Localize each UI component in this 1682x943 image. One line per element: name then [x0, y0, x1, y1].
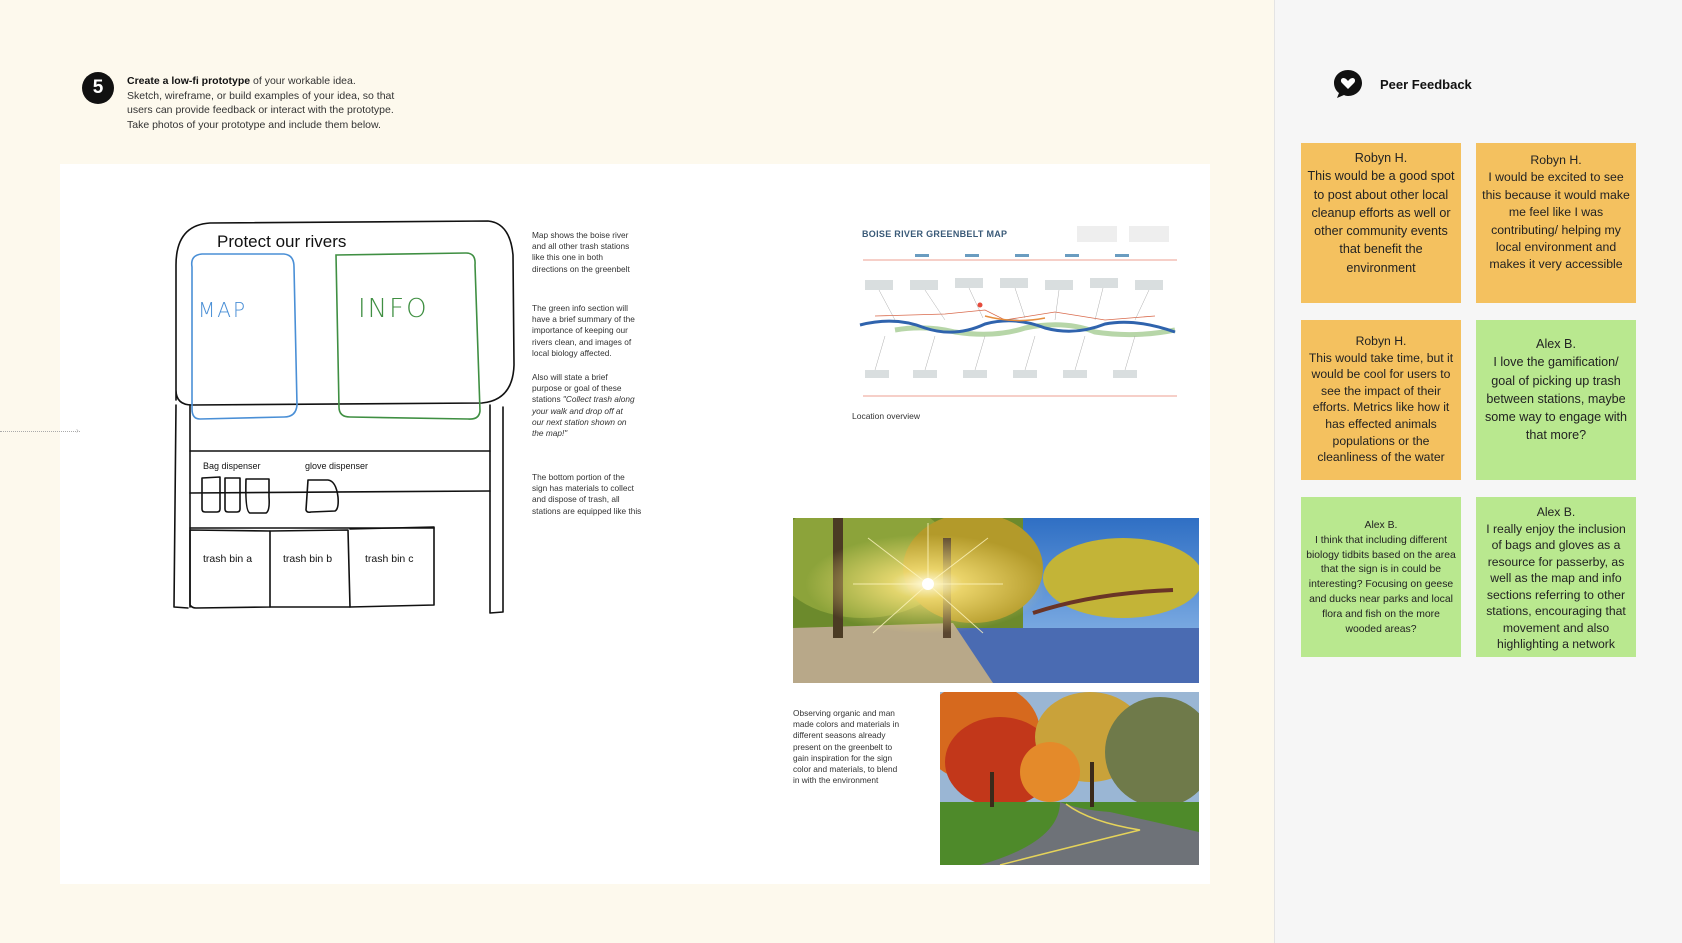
step-instructions: Create a low-fi prototype of your workable idea. Sketch, wireframe, or build examples of your idea, so that users can provide feedback or interact with the prototype. Take photos of your prototype and include them below.	[127, 75, 395, 131]
map-caption: Location overview	[852, 411, 921, 421]
autumn-path-photo[interactable]	[940, 692, 1199, 865]
connector-line[interactable]	[0, 431, 80, 432]
greenbelt-map-image[interactable]	[855, 220, 1185, 406]
feedback-sticky-note[interactable]: Robyn H. This would take time, but it would be cool for users to see the impact of their efforts. Metrics like how it has effected animals populations or the cleanliness of the water	[1301, 320, 1461, 480]
feedback-sticky-note[interactable]: Alex B. I really enjoy the inclusion of bags and gloves as a resource for passerby, as well as the map and info sections referring to other stations, encouraging that movement and also highlighting a network	[1476, 497, 1636, 657]
feedback-sticky-note[interactable]: Robyn H. I would be excited to see this because it would make me feel like I was contributing/ helping my local environment and makes it very accessible	[1476, 143, 1636, 303]
map-section-label: MAP	[198, 298, 247, 322]
step-heading: Create a low-fi prototype	[127, 75, 251, 87]
peer-feedback-title: Peer Feedback	[1380, 77, 1472, 92]
map-note[interactable]: Map shows the boise river and all other trash stations like this one in both directions on the greenbelt	[532, 230, 630, 274]
photo-note[interactable]: Observing organic and man made colors and materials in different seasons already present on the greenbelt to gain inspiration for the sign color and materials, to blend in with the environment	[793, 708, 900, 786]
feedback-sticky-note[interactable]: Robyn H. This would be a good spot to post about other local cleanup efforts as well or other community events that benefit the environment	[1301, 143, 1461, 303]
heart-chat-icon	[1332, 68, 1364, 100]
connector-arrow-icon: ›	[76, 426, 79, 435]
bottom-note[interactable]: The bottom portion of the sign has materials to collect and dispose of trash, all stations are equipped like this	[532, 472, 642, 516]
trash-bin-label: trash bin a	[203, 553, 253, 565]
trash-bin-label: trash bin c	[365, 553, 414, 565]
info-note[interactable]: The green info section will have a brief summary of the importance of keeping our rivers clean, and images of local biology affected.	[532, 303, 635, 358]
map-image-title: BOISE RIVER GREENBELT MAP	[862, 229, 1008, 239]
info-section-label: INFO	[358, 294, 429, 324]
feedback-sticky-note[interactable]: Alex B. I think that including different biology tidbits based on the area that the sign is in could be interesting? Focusing on geese and ducks near parks and local flora and fish on the more wooded areas?	[1301, 497, 1461, 657]
trash-bin-label: trash bin b	[283, 553, 333, 565]
step-number-badge: 5	[82, 72, 114, 104]
bag-dispenser-label: Bag dispenser	[203, 461, 261, 471]
feedback-sticky-note[interactable]: Alex B. I love the gamification/ goal of picking up trash between stations, maybe some way to engage with that more?	[1476, 320, 1636, 480]
river-sunburst-photo[interactable]	[793, 518, 1199, 683]
glove-dispenser-label: glove dispenser	[305, 461, 369, 471]
sketch-title: Protect our rivers	[217, 232, 347, 251]
purpose-note[interactable]: Also will state a brief purpose or goal of these stations "Collect trash along your walk and drop off at our next station shown on the map!"	[532, 372, 635, 439]
